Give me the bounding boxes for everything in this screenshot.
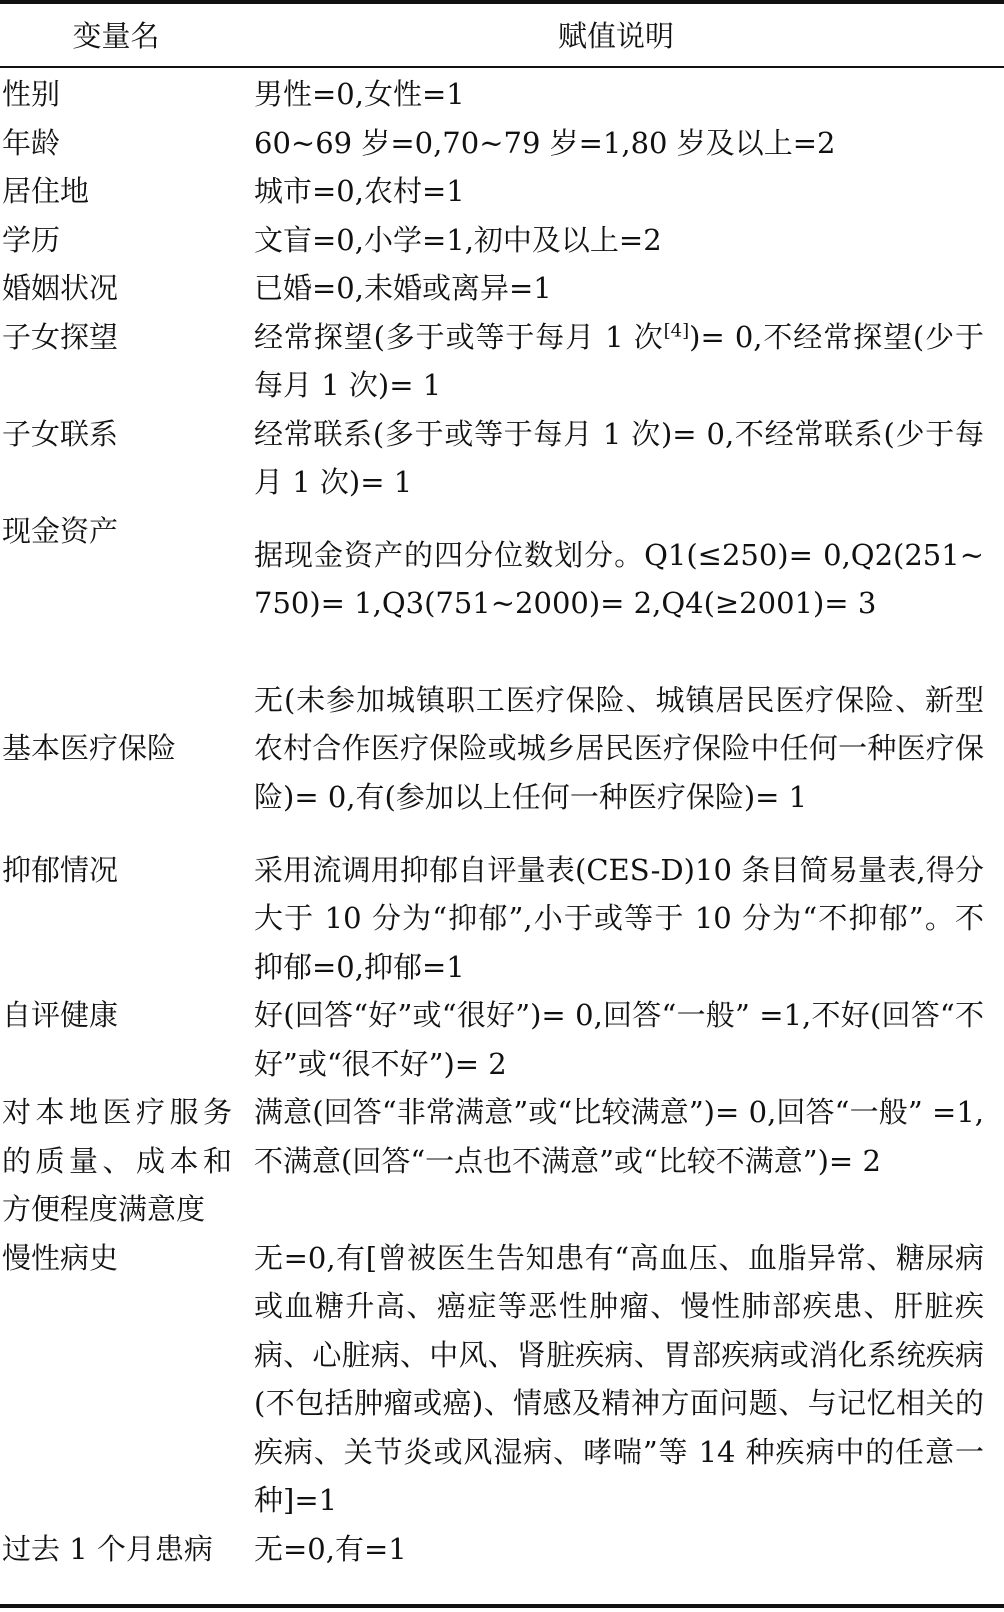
row-description: 文盲=0,小学=1,初中及以上=2 — [254, 222, 662, 257]
table-row — [0, 410, 1004, 507]
row-description: 无(未参加城镇职工医疗保险、城镇居民医疗保险、新型农村合作医疗保险或城乡居民医疗保险中任何一种医疗保险)= 0,有(参加以上任何一种医疗保险)= 1 — [254, 682, 984, 814]
row-description-text: )= 0,不经常探望(少于每月 1 次)= 1 — [254, 319, 984, 402]
row-description: 采用流调用抑郁自评量表(CES-D)10 条目简易量表,得分大于 10 分为“抑郁”,小于或等于 10 分为“不抑郁”。不抑郁=0,抑郁=1 — [254, 852, 984, 984]
row-variable: 慢性病史 — [2, 1240, 119, 1275]
row-variable: 子女探望 — [2, 319, 119, 354]
row-variable: 学历 — [2, 222, 61, 257]
table-row — [0, 507, 1004, 652]
table-header-rule — [0, 66, 1004, 68]
table-row — [0, 652, 1004, 846]
row-description — [236, 313, 984, 410]
table-row — [0, 1234, 1004, 1525]
table-row — [0, 70, 1004, 119]
row-variable: 居住地 — [2, 174, 90, 208]
table-row — [0, 1088, 1004, 1234]
table-row — [0, 1525, 1004, 1574]
row-description: 已婚=0,未婚或离异=1 — [254, 271, 552, 305]
table-header — [0, 6, 1004, 64]
row-description: 60~69 岁=0,70~79 岁=1,80 岁及以上=2 — [254, 125, 836, 160]
row-variable: 现金资产 — [2, 513, 119, 548]
table-body — [0, 70, 1004, 1573]
row-description: 经常联系(多于或等于每月 1 次)= 0,不经常联系(少于每月 1 次)= 1 — [254, 416, 984, 499]
row-description: 据现金资产的四分位数划分。Q1(≤250)= 0,Q2(251~750)= 1,Q3(751~2000)= 2,Q4(≥2001)= 3 — [254, 537, 984, 620]
row-description: 男性=0,女性=1 — [254, 77, 465, 111]
row-description: 好(回答“好”或“很好”)= 0,回答“一般” =1,不好(回答“不好”或“很不好”)= 2 — [254, 998, 984, 1081]
table-row — [0, 264, 1004, 313]
header-assignment-description: 赋值说明 — [557, 19, 674, 53]
table-row — [0, 167, 1004, 216]
row-variable: 年龄 — [2, 125, 61, 160]
table-row — [0, 846, 1004, 992]
row-variable: 对本地医疗服务的质量、成本和方便程度满意度 — [2, 1095, 232, 1226]
table-top-rule — [0, 0, 1004, 4]
row-description: 无=0,有=1 — [254, 1531, 407, 1566]
row-description: 无=0,有[曾被医生告知患有“高血压、血脂异常、糖尿病或血糖升高、癌症等恶性肿瘤、慢性肺部疾患、肝脏疾病、心脏病、中风、肾脏疾病、胃部疾病或消化系统疾病(不包括肿瘤或癌)、情感及精神方面问题、与记忆相关的疾病、关节炎或风湿病、哮喘”等 14 种疾病中的任意一种]=1 — [254, 1240, 984, 1517]
row-variable: 过去 1 个月患病 — [2, 1531, 213, 1566]
table-row — [0, 216, 1004, 265]
header-variable-name: 变量名 — [72, 19, 160, 53]
table-row — [0, 991, 1004, 1088]
citation-superscript: [4] — [663, 319, 690, 341]
row-variable: 性别 — [2, 77, 61, 111]
row-variable: 抑郁情况 — [2, 852, 119, 887]
table-row — [0, 313, 1004, 410]
table-bottom-rule — [0, 1604, 1004, 1608]
row-description: 满意(回答“非常满意”或“比较满意”)= 0,回答“一般” =1,不满意(回答“一点也不满意”或“比较不满意”)= 2 — [254, 1095, 984, 1178]
row-description-text: 经常探望(多于或等于每月 1 次 — [254, 319, 664, 354]
row-variable: 基本医疗保险 — [2, 731, 177, 766]
table-row — [0, 119, 1004, 168]
row-variable: 自评健康 — [2, 998, 119, 1032]
row-description: 城市=0,农村=1 — [254, 174, 465, 208]
row-variable: 子女联系 — [2, 416, 119, 451]
row-variable: 婚姻状况 — [2, 271, 119, 305]
